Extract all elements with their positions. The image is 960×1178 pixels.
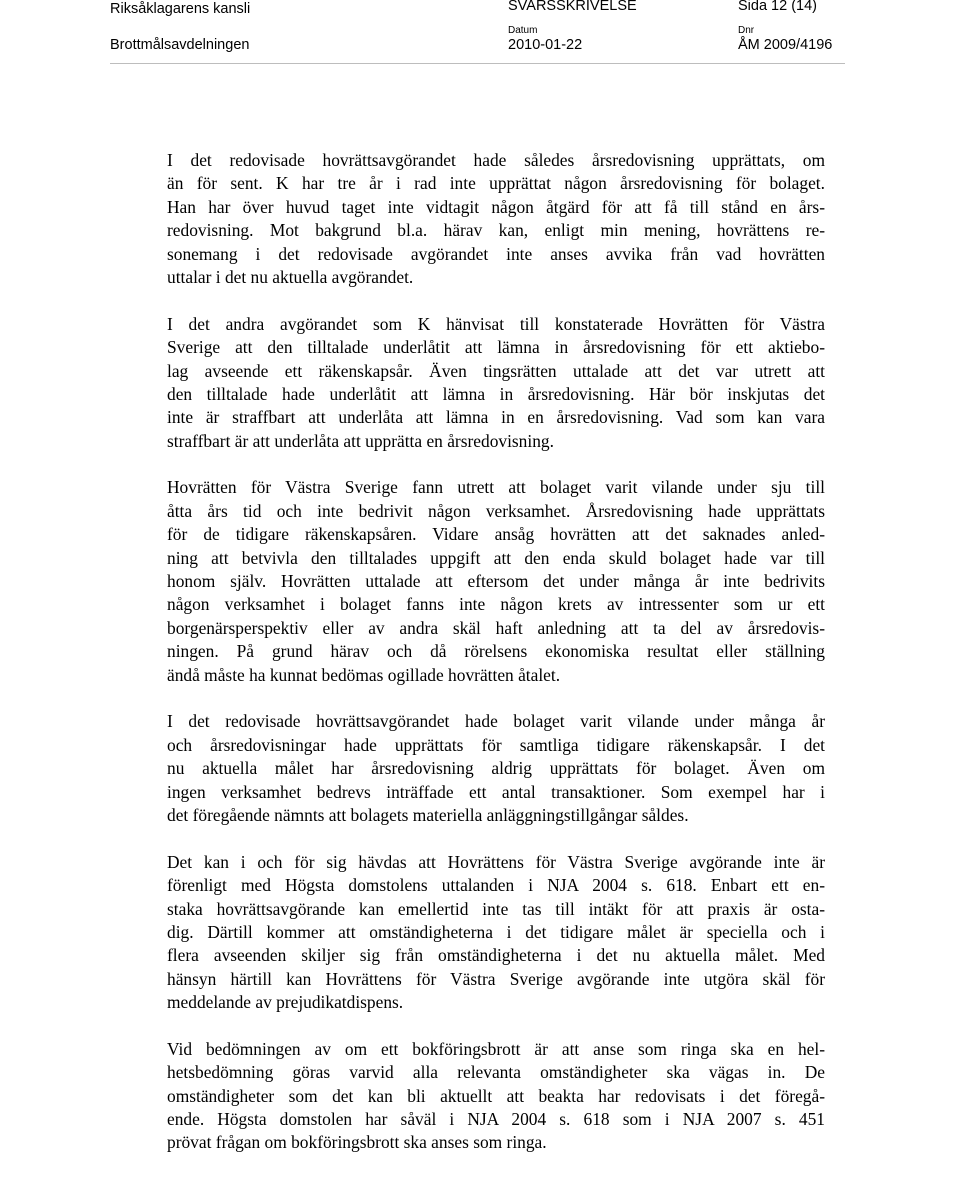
dnr-label: Dnr bbox=[738, 25, 755, 36]
paragraph-line: prövat frågan om bokföringsbrott ska anses som ringa. bbox=[167, 1132, 547, 1153]
date-value: 2010-01-22 bbox=[508, 37, 583, 53]
paragraph-line: och årsredovisningar hade upprättats för samtliga tidigare räkenskapsår. I det bbox=[167, 734, 825, 755]
paragraph-line: I det redovisade hovrättsavgörandet hade således årsredovisning upprättats, om bbox=[167, 150, 825, 170]
dept-name: Brottmålsavdelningen bbox=[110, 37, 250, 53]
paragraph-line: straffbart är att underlåta att upprätta en årsredovisning. bbox=[167, 430, 554, 451]
paragraph-line: Det kan i och för sig hävdas att Hovrättens för Västra Sverige avgörande inte är bbox=[167, 851, 825, 872]
date-label: Datum bbox=[508, 25, 538, 36]
paragraph-line: honom själv. Hovrätten uttalade att eftersom det under många år inte bedrivits bbox=[167, 571, 825, 592]
paragraph-line: I det redovisade hovrättsavgörandet hade bolaget varit vilande under många år bbox=[167, 711, 825, 732]
dnr-value: ÅM 2009/4196 bbox=[738, 37, 833, 53]
paragraph-line: någon verksamhet i bolaget fanns inte någon krets av intressenter som ur ett bbox=[167, 594, 825, 615]
paragraph-line: nu aktuella målet har årsredovisning aldrig upprättats för bolaget. Även om bbox=[167, 758, 825, 779]
paragraph-line: flera avseenden skiljer sig från omständigheterna i det nu aktuella målet. Med bbox=[167, 945, 825, 966]
paragraph bbox=[167, 1038, 825, 1155]
paragraph-line: Sverige att den tilltalade underlåtit att lämna in årsredovisning för ett aktiebo- bbox=[167, 337, 825, 358]
paragraph-line: ningen. På grund härav och då rörelsens ekonomiska resultat eller ställning bbox=[167, 641, 825, 662]
paragraph-line: den tilltalade hade underlåtit att lämna in årsredovisning. Här bör inskjutas det bbox=[167, 383, 825, 404]
paragraph-line: det föregående nämnts att bolagets materiella anläggningstillgångar såldes. bbox=[167, 804, 689, 825]
paragraph-line: förenligt med Högsta domstolens uttalanden i NJA 2004 s. 618. Enbart ett en- bbox=[167, 875, 825, 896]
paragraph-line: redovisning. Mot bakgrund bl.a. härav kan, enligt min mening, hovrättens re- bbox=[167, 220, 825, 241]
paragraph bbox=[167, 313, 825, 453]
document-body bbox=[167, 149, 825, 1178]
paragraph-line: åtta års tid och inte bedrivit någon verksamhet. Årsredovisning hade upprättats bbox=[167, 500, 825, 521]
paragraph-line: omständigheter som det kan bli aktuellt att beakta har redovisats i det föregå- bbox=[167, 1085, 825, 1106]
paragraph bbox=[167, 851, 825, 1015]
paragraph-line: sonemang i det redovisade avgörandet inte anses avvika från vad hovrätten bbox=[167, 243, 825, 264]
paragraph-line: borgenärsperspektiv eller av andra skäl haft anledning att ta del av årsredovis- bbox=[167, 617, 825, 638]
paragraph-line: ning att betvivla den tilltalades uppgift att den enda skuld bolaget hade var till bbox=[167, 547, 825, 568]
paragraph-line: Han har över huvud taget inte vidtagit någon åtgärd för att få till stånd en års- bbox=[167, 196, 825, 217]
paragraph-line: ingen verksamhet bedrevs inträffade ett antal transaktioner. Som exempel har i bbox=[167, 781, 825, 802]
paragraph-line: ende. Högsta domstolen har såväl i NJA 2004 s. 618 som i NJA 2007 s. 451 bbox=[167, 1109, 825, 1130]
paragraph-line: ändå måste ha kunnat bedömas ogillade hovrätten åtalet. bbox=[167, 664, 561, 685]
paragraph bbox=[167, 476, 825, 687]
header-divider bbox=[110, 63, 845, 64]
paragraph-line: dig. Därtill kommer att omständigheterna i det tidigare målet är speciella och i bbox=[167, 921, 825, 942]
paragraph-line: lag avseende ett räkenskapsår. Även tingsrätten uttalade att det var utrett att bbox=[167, 360, 825, 381]
paragraph-line: hetsbedömning göras varvid alla relevanta omständigheter ska vägas in. De bbox=[167, 1062, 825, 1083]
paragraph-line: inte är straffbart att underlåta att lämna in en årsredovisning. Vad som kan vara bbox=[167, 407, 825, 428]
paragraph bbox=[167, 149, 825, 289]
paragraph-line: uttalar i det nu aktuella avgörandet. bbox=[167, 266, 414, 287]
paragraph-line: Hovrätten för Västra Sverige fann utrett att bolaget varit vilande under sju till bbox=[167, 477, 825, 498]
paragraph-line: Vid bedömningen av om ett bokföringsbrott är att anse som ringa ska en hel- bbox=[167, 1038, 825, 1059]
paragraph-line: meddelande av prejudikatdispens. bbox=[167, 992, 404, 1013]
paragraph-line: hänsyn härtill kan Hovrättens för Västra Sverige avgörande inte utgöra skäl för bbox=[167, 968, 825, 989]
doc-type: SVARSSKRIVELSE bbox=[508, 0, 637, 14]
document-header bbox=[0, 0, 960, 68]
paragraph-line: staka hovrättsavgörande kan emellertid inte tas till intäkt för att praxis är osta- bbox=[167, 898, 825, 919]
paragraph-line: för de tidigare räkenskapsåren. Vidare ansåg hovrätten att det saknades anled- bbox=[167, 524, 825, 545]
paragraph bbox=[167, 710, 825, 827]
paragraph-line: än för sent. K har tre år i rad inte upprättat någon årsredovisning för bolaget. bbox=[167, 173, 825, 194]
page-label: Sida 12 (14) bbox=[738, 0, 817, 14]
paragraph-line: I det andra avgörandet som K hänvisat till konstaterade Hovrätten för Västra bbox=[167, 313, 825, 334]
org-name: Riksåklagarens kansli bbox=[110, 1, 251, 17]
